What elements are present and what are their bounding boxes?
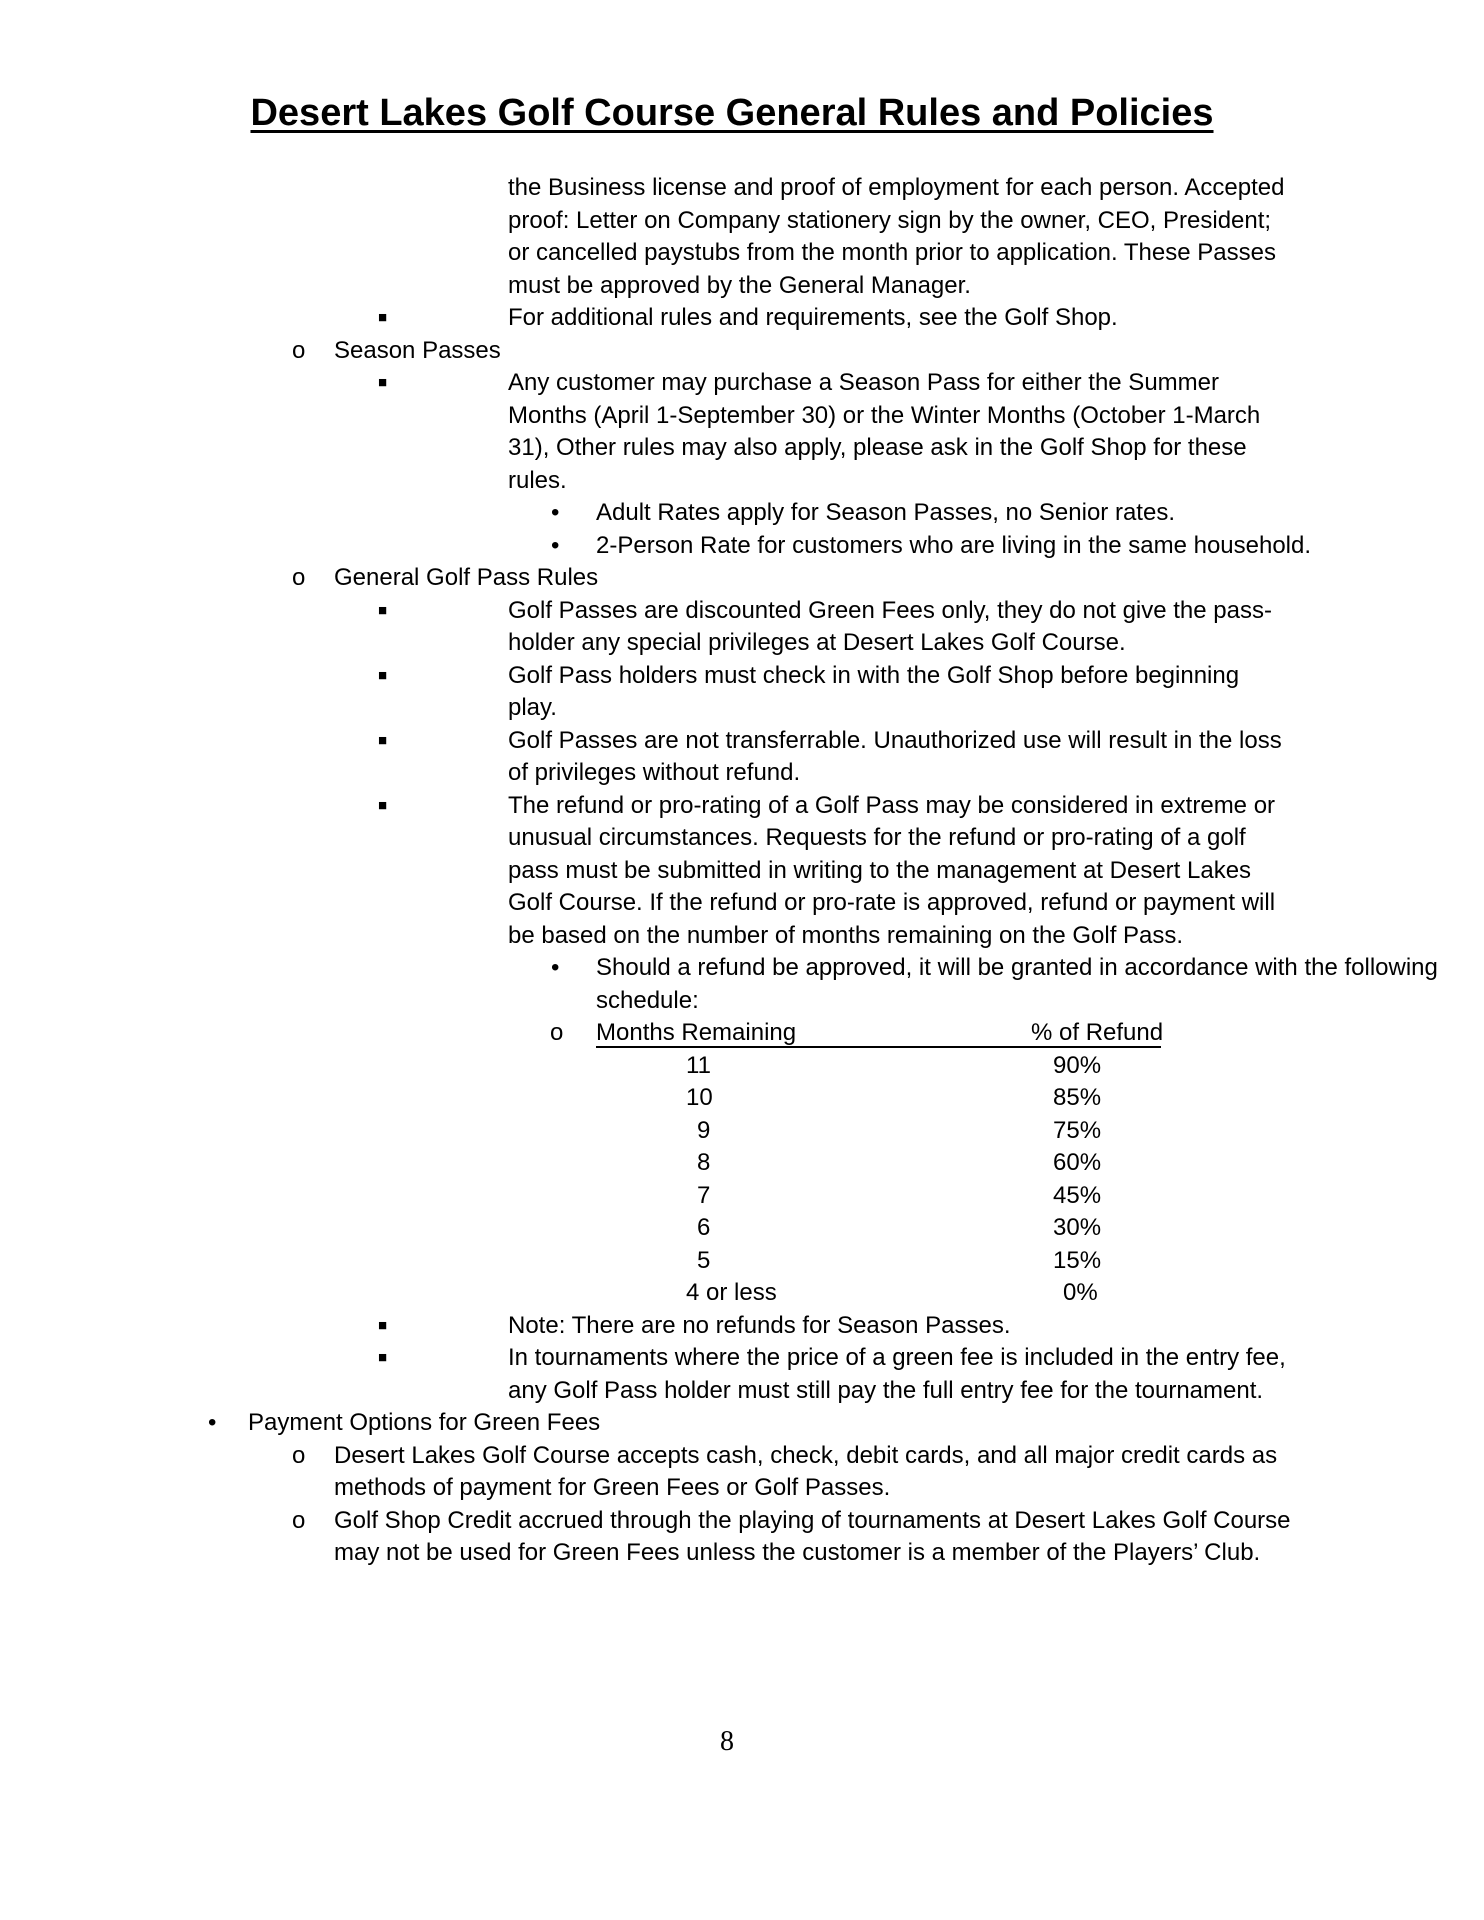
refund-col-months-header: Months Remaining <box>596 1019 797 1046</box>
continuation-text: the Business license and proof of employment for each person. Accepted proof: Letter on Company stationery sign by the owner, CEO, President; or cancelled paystubs from the month prior to application. These Passes must be approved by the General Manager. <box>508 174 1285 299</box>
circle-bullet-icon: o <box>292 1506 306 1534</box>
refund-col-percent-header: % of Refund <box>1031 1019 1164 1046</box>
table-row <box>0 1212 1484 1245</box>
season-pass-subitem: Adult Rates apply for Season Passes, no Senior rates. <box>596 499 1175 526</box>
list-item <box>0 660 1484 725</box>
season-pass-subitem: 2-Person Rate for customers who are living in the same household. <box>596 531 1312 559</box>
list-item <box>0 790 1484 953</box>
dot-bullet-icon: • <box>551 954 560 981</box>
payment-item: Desert Lakes Golf Course accepts cash, check, debit cards, and all major credit cards as methods of payment for Green Fees or Golf Passes. <box>334 1441 1278 1501</box>
table-row <box>0 1277 1484 1310</box>
refund-percent-cell: 85% <box>1053 1084 1102 1111</box>
refund-note: Should a refund be approved, it will be granted in accordance with the following schedule: <box>596 954 1438 1014</box>
season-passes-heading: Season Passes <box>334 336 501 364</box>
square-bullet-icon: ■ <box>378 601 388 619</box>
list-item <box>0 367 1484 497</box>
table-row <box>0 1245 1484 1278</box>
list-item <box>0 530 1484 563</box>
list-item <box>0 595 1484 660</box>
refund-months-cell: 9 <box>697 1116 711 1144</box>
refund-percent-cell: 0% <box>1063 1279 1098 1306</box>
payment-item: Golf Shop Credit accrued through the playing of tournaments at Desert Lakes Golf Course may not be used for Green Fees unless the customer is a member of the Players’ Club. <box>334 1506 1291 1566</box>
refund-percent-cell: 45% <box>1053 1181 1102 1209</box>
season-refund-note: Note: There are no refunds for Season Passes. <box>508 1311 1011 1339</box>
table-row <box>0 1082 1484 1115</box>
season-pass-rule: Any customer may purchase a Season Pass for either the Summer Months (April 1-September 30) or the Winter Months (October 1-March 31), Other rules may also apply, please ask in the Golf Shop for these rules. <box>508 369 1261 494</box>
payment-heading: Payment Options for Green Fees <box>248 1409 601 1436</box>
circle-bullet-icon: o <box>292 1441 306 1469</box>
refund-months-cell: 5 <box>697 1246 711 1274</box>
circle-bullet-icon: o <box>550 1019 564 1046</box>
general-rule-text: Golf Pass holders must check in with the Golf Shop before beginning play. <box>508 661 1240 721</box>
continuation-paragraph <box>0 172 1484 302</box>
bullet-icon: • <box>208 1409 217 1436</box>
list-item <box>0 725 1484 790</box>
square-bullet-icon: ■ <box>378 309 388 326</box>
refund-months-cell: 4 or less <box>686 1279 777 1306</box>
payment-heading-row <box>0 1407 1484 1440</box>
refund-months-cell: 7 <box>697 1181 711 1209</box>
list-item <box>0 1310 1484 1343</box>
list-item <box>0 952 1484 1017</box>
general-rule-text: The refund or pro-rating of a Golf Pass may be considered in extreme or unusual circumstances. Requests for the refund or pro-rating of a golf pass must be submitted in writing to the management at Desert Lakes Golf Course. If the refund or pro-rate is approved, refund or payment will be based on the number of months remaining on the Golf Pass. <box>508 791 1276 949</box>
document-body <box>0 172 1484 1570</box>
circle-bullet-icon: o <box>292 336 306 364</box>
list-item <box>0 302 1484 335</box>
list-item <box>0 497 1484 530</box>
general-rules-heading-row <box>0 562 1484 595</box>
dot-bullet-icon: • <box>551 499 560 526</box>
list-item <box>0 1342 1484 1407</box>
general-rule-text: Golf Passes are discounted Green Fees only, they do not give the pass-holder any special privileges at Desert Lakes Golf Course. <box>508 596 1272 656</box>
refund-months-cell: 11 <box>686 1051 711 1079</box>
square-bullet-icon: ■ <box>378 1316 388 1334</box>
refund-months-cell: 8 <box>697 1149 711 1176</box>
refund-percent-cell: 75% <box>1053 1116 1102 1144</box>
refund-months-cell: 10 <box>686 1084 713 1111</box>
page-number: 8 <box>720 1726 734 1757</box>
square-bullet-icon: ■ <box>378 796 388 814</box>
dot-bullet-icon: • <box>551 531 560 559</box>
tournament-rule: In tournaments where the price of a green fee is included in the entry fee, any Golf Pass holder must still pay the full entry fee for the tournament. <box>508 1344 1286 1404</box>
refund-percent-cell: 60% <box>1053 1149 1102 1176</box>
refund-percent-cell: 15% <box>1053 1246 1102 1274</box>
list-item <box>0 1505 1484 1570</box>
square-bullet-icon: ■ <box>378 1349 388 1366</box>
refund-table-header <box>0 1017 1484 1050</box>
table-row <box>0 1147 1484 1180</box>
circle-bullet-icon: o <box>292 564 306 591</box>
table-row <box>0 1180 1484 1213</box>
season-passes-heading-row <box>0 335 1484 368</box>
general-rules-heading: General Golf Pass Rules <box>334 564 599 591</box>
square-bullet-icon: ■ <box>378 374 388 391</box>
square-bullet-icon: ■ <box>378 666 388 684</box>
square-bullet-icon: ■ <box>378 731 388 749</box>
refund-percent-cell: 90% <box>1053 1051 1102 1079</box>
general-rule-text: Golf Passes are not transferrable. Unauthorized use will result in the loss of privileges without refund. <box>508 726 1282 786</box>
table-row <box>0 1115 1484 1148</box>
refund-percent-cell: 30% <box>1053 1214 1102 1241</box>
page-title: Desert Lakes Golf Course General Rules and Policies <box>250 92 1214 134</box>
refund-months-cell: 6 <box>697 1214 711 1241</box>
table-row <box>0 1050 1484 1083</box>
list-item <box>0 1440 1484 1505</box>
additional-rules-text: For additional rules and requirements, see the Golf Shop. <box>508 304 1118 331</box>
